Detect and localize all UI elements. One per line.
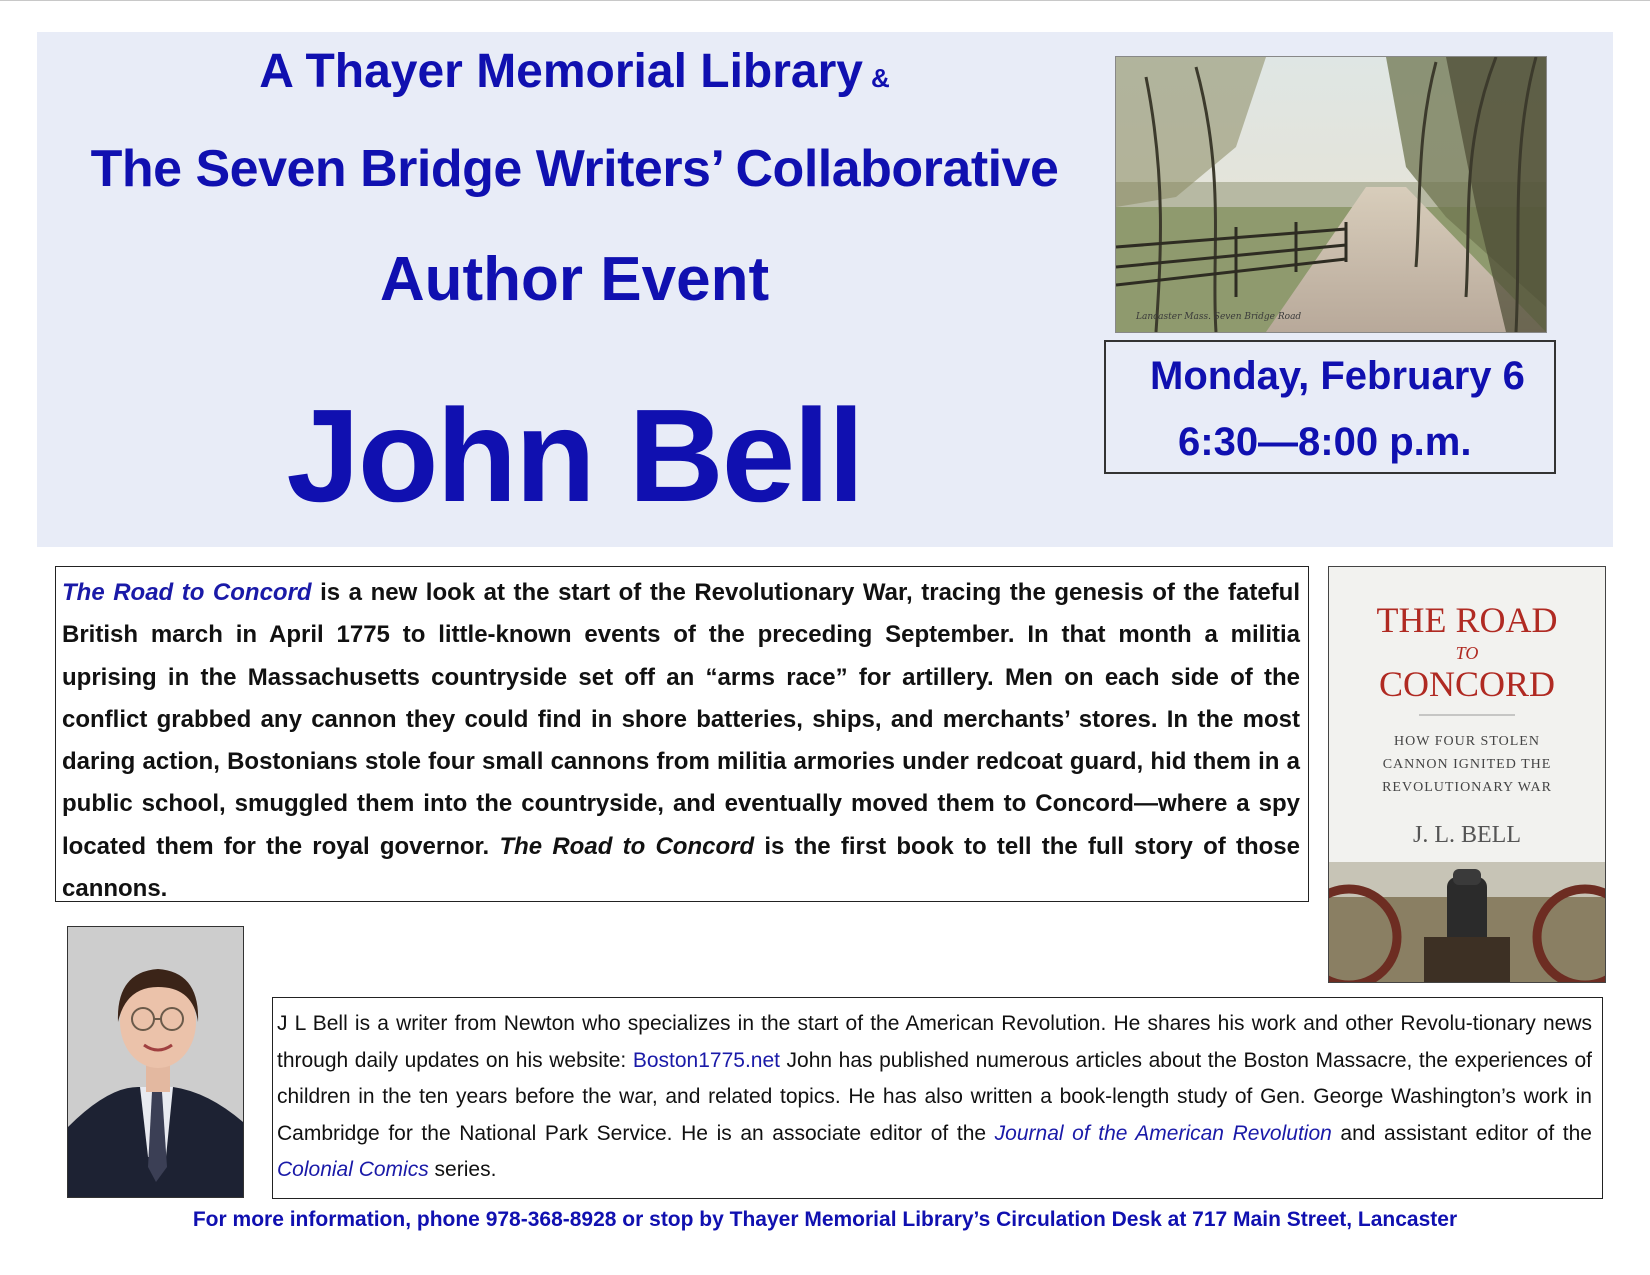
ampersand: & <box>870 63 890 93</box>
cover-author: J. L. BELL <box>1413 822 1521 848</box>
cover-subtitle-3: REVOLUTIONARY WAR <box>1382 780 1552 795</box>
collaborative-name: The Seven Bridge Writers’ Collaborative <box>90 140 1059 198</box>
cover-subtitle-2: CANNON IGNITED THE <box>1382 757 1552 772</box>
bio-text-2: John has published numerous articles about the Boston Massacre, the experiences of children in the ten years before the war, and related topics. He has also written a book-length study of Gen. George Washington’s work in Cambridge for the National Park Service. He is an associate editor of the <box>277 1048 1592 1145</box>
book-cover <box>1328 566 1606 983</box>
date-time-box <box>1104 340 1556 474</box>
journal-title: Journal of the American Revolution <box>994 1121 1332 1145</box>
book-title-ref: The Road to Concord <box>62 579 312 606</box>
event-type: Author Event <box>379 245 770 314</box>
website-link[interactable]: Boston1775.net <box>632 1048 780 1072</box>
cover-title-2: CONCORD <box>1378 664 1556 704</box>
description-text-2: is the first book to tell the full story of those cannons. <box>62 832 1300 903</box>
event-date: Monday, February 6 <box>1150 354 1525 398</box>
bio-text-1: J L Bell is a writer from Newton who specializes in the start of the American Revolution. He shares his work and other Revolu-tionary news through daily updates on his website: <box>277 1012 1592 1072</box>
comics-title: Colonial Comics <box>277 1158 429 1181</box>
author-name: John Bell <box>286 382 863 529</box>
book-description <box>55 566 1309 902</box>
bio-text-3: and assistant editor of the <box>1331 1121 1592 1145</box>
library-name: A Thayer Memorial Library & <box>259 45 890 98</box>
event-time: 6:30—8:00 p.m. <box>1178 420 1472 464</box>
cover-title-to: TO <box>1455 643 1479 663</box>
top-rule <box>0 0 1650 1</box>
author-portrait <box>67 926 244 1198</box>
footer-info: For more information, phone 978-368-8928 or stop by Thayer Memorial Library’s Circulation Desk at 717 Main Street, Lancaster <box>192 1208 1458 1231</box>
cover-subtitle-1: HOW FOUR STOLEN <box>1394 734 1540 749</box>
description-text: is a new look at the start of the Revolutionary War, tracing the genesis of the fateful British march in April 1775 to little-known events of the preceding September. In that month a militia uprising in the Massachusetts countryside set off an “arms race” for artillery. Men on each side of the conflict grabbed any cannon they could find in shore batteries, ships, and merchants’ stores. In the most daring action, Bostonians stole four small cannons from militia armories under redcoat guard, hid them in a public school, smuggled them into the countryside, and eventually moved them to Concord—where a spy located them for the royal governor. <box>62 579 1300 860</box>
photo-caption: Lancaster Mass. Seven Bridge Road <box>1136 312 1302 322</box>
author-bio <box>272 997 1603 1199</box>
bio-text-4: series. <box>428 1158 497 1181</box>
seven-bridge-road-photo <box>1115 56 1547 333</box>
book-title-ref-2: The Road to Concord <box>499 832 755 860</box>
cover-title-1: THE ROAD <box>1376 600 1558 640</box>
